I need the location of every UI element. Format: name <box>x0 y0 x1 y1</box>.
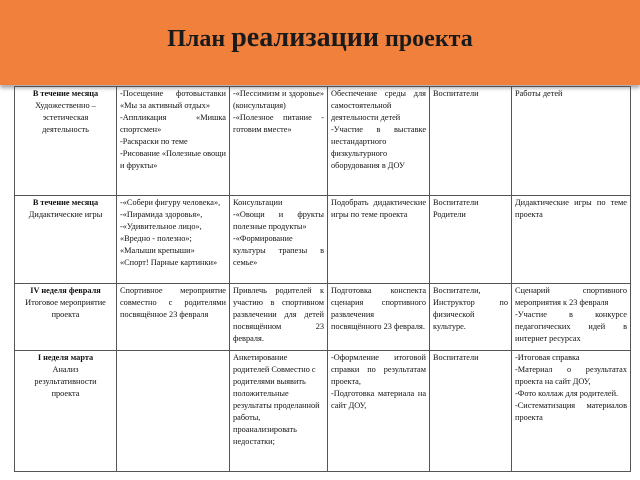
cell-line: Консультации <box>233 198 283 207</box>
cell-line: «Малыши крепыши» <box>120 246 195 256</box>
cell-line: Воспитатели <box>433 353 479 362</box>
table-row <box>15 284 631 351</box>
period-cell <box>15 284 117 351</box>
cell-line: -Раскраски по теме <box>120 137 188 147</box>
cell-line: -Итоговая справка <box>515 353 580 362</box>
cell-line: -Аппликация «Мишка спортсмен» <box>120 113 226 135</box>
cell-line: -Систематизация материалов проекта <box>515 401 627 423</box>
cell-line: Подобрать дидактические игры по теме проекта <box>331 198 426 220</box>
teacher-work-cell <box>328 196 430 284</box>
period-cell <box>15 87 117 196</box>
cell-line: -Посещение фотовыставки «Мы за активный отдых» <box>120 89 226 111</box>
page-title <box>0 22 640 54</box>
children-activity-cell <box>117 87 230 196</box>
cell-line: Подготовка конспекта сценария спортивного развлечения посвящённого 23 февраля. <box>331 286 426 332</box>
table-row <box>15 351 631 472</box>
cell-line: -Подготовка материала на сайт ДОУ, <box>331 389 426 411</box>
children-activity-cell <box>117 351 230 472</box>
parents-work-cell <box>230 284 328 351</box>
children-activity-cell <box>117 284 230 351</box>
cell-line: -«Формирование культуры трапезы в семье» <box>233 234 324 268</box>
responsible-cell <box>430 196 512 284</box>
period-heading: I неделя марта <box>37 353 94 362</box>
period-line: Итоговое мероприятие <box>25 298 106 308</box>
parents-work-cell <box>230 87 328 196</box>
children-activity-cell <box>117 196 230 284</box>
period-line: проекта <box>51 389 80 399</box>
cell-line: -«Собери фигуру человека», <box>120 198 221 207</box>
cell-line: Спортивное мероприятие совместно с родителями посвящённое 23 февраля <box>120 286 226 320</box>
title-part-2: реализации <box>231 22 379 53</box>
cell-line: Воспитатели, Инструктор по физической культуре. <box>433 286 508 332</box>
parents-work-cell <box>230 351 328 472</box>
cell-line: Анкетирование родителей Совместно с родителями выявить положительные результаты проделанной работы, проанализировать недостатки; <box>233 353 320 447</box>
period-line: Анализ <box>52 365 79 375</box>
responsible-cell <box>430 284 512 351</box>
cell-line: -«Удивительное лицо», <box>120 222 202 232</box>
result-cell <box>512 351 631 472</box>
teacher-work-cell <box>328 351 430 472</box>
cell-line: Работы детей <box>515 89 563 98</box>
cell-line: -Рисование «Полезные овощи и фрукты» <box>120 149 226 171</box>
result-cell <box>512 196 631 284</box>
title-banner <box>0 0 640 85</box>
cell-line: Привлечь родителей к участию в спортивном развлечении для детей посвящённом 23 февраля. <box>233 286 324 344</box>
cell-line: -«Овощи и фрукты полезные продукты» <box>233 210 324 232</box>
result-cell <box>512 87 631 196</box>
cell-line: Воспитатели <box>433 89 479 98</box>
period-heading: В течение месяца <box>32 198 99 207</box>
cell-line: Обеспечение среды для самостоятельной деятельности детей <box>331 89 426 123</box>
cell-line: «Вредно - полезно»; <box>120 234 192 244</box>
period-line: деятельность <box>42 125 89 135</box>
result-cell <box>512 284 631 351</box>
cell-line: Воспитатели Родители <box>433 198 479 220</box>
period-cell <box>15 196 117 284</box>
table-row <box>15 196 631 284</box>
cell-line: -«Пирамида здоровья», <box>120 210 203 220</box>
period-heading: IV неделя февраля <box>30 286 101 295</box>
title-part-3: проекта <box>378 26 473 52</box>
responsible-cell <box>430 87 512 196</box>
period-heading: В течение месяца <box>32 89 99 98</box>
cell-line: Сценарий спортивного мероприятия к 23 февраля <box>515 286 627 308</box>
period-line: эстетическая <box>42 113 89 123</box>
parents-work-cell <box>230 196 328 284</box>
teacher-work-cell <box>328 87 430 196</box>
period-line: проекта <box>51 310 80 320</box>
teacher-work-cell <box>328 284 430 351</box>
period-cell <box>15 351 117 472</box>
cell-line: «Спорт! Парные картинки» <box>120 258 218 268</box>
table-row <box>15 87 631 196</box>
period-line: Дидактические игры <box>28 210 103 220</box>
title-part-1: План <box>167 26 232 52</box>
cell-line: -«Полезное питание - готовим вместе» <box>233 113 324 135</box>
project-plan-table <box>14 86 631 472</box>
cell-line: Дидактические игры по теме проекта <box>515 198 627 220</box>
cell-line: -Оформление итоговой справки по результатам проекта, <box>331 353 426 387</box>
cell-line: -«Пессимизм и здоровье» (консультация) <box>233 89 324 111</box>
cell-line: -Участие в выставке нестандартного физкультурного оборудования в ДОУ <box>331 125 426 171</box>
responsible-cell <box>430 351 512 472</box>
cell-line: -Участие в конкурсе педагогических идей в интернет ресурсах <box>515 310 627 344</box>
period-line: Художественно – <box>35 101 96 111</box>
cell-line: -Материал о результатах проекта на сайт ДОУ, <box>515 365 627 387</box>
period-line: результативности <box>34 377 97 387</box>
cell-line: -Фото коллаж для родителей. <box>515 389 619 399</box>
